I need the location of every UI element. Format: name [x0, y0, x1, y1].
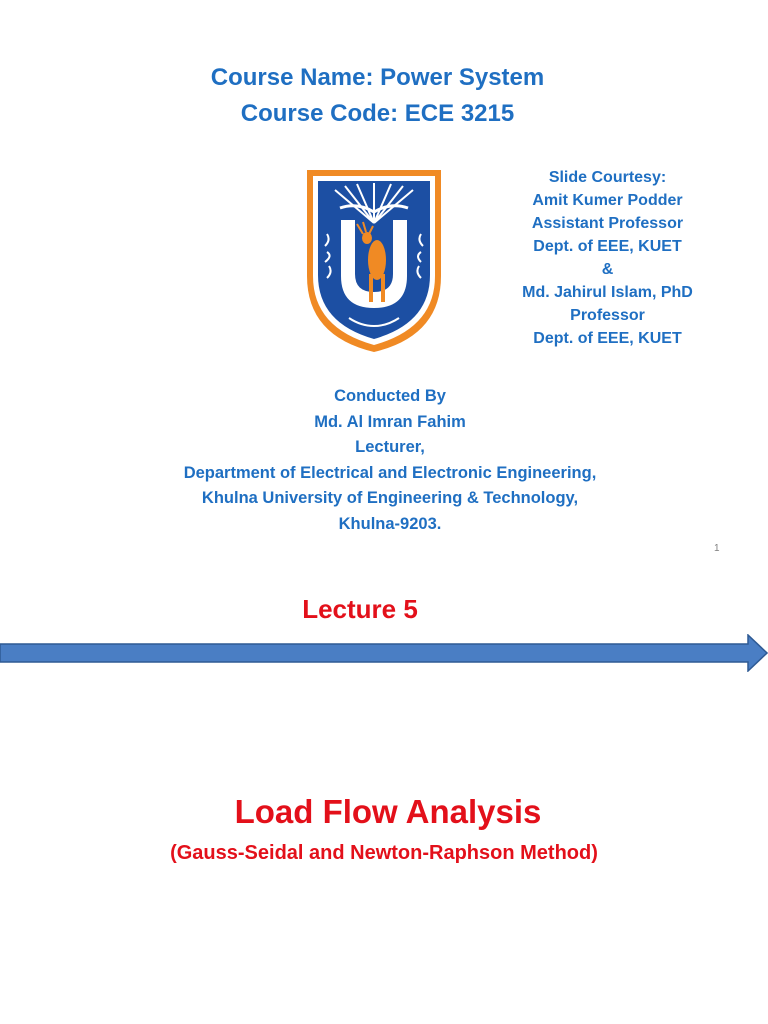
courtesy-line: Dept. of EEE, KUET — [533, 330, 682, 347]
university-crest-logo — [305, 168, 443, 354]
conducted-line: Khulna University of Engineering & Technology, — [201, 489, 579, 507]
right-arrow-icon — [0, 634, 768, 672]
lecture-label: Lecture 5 — [302, 594, 418, 624]
slide-title: Load Flow Analysis — [234, 793, 542, 830]
page-number: 1 — [714, 543, 720, 554]
courtesy-line: & — [601, 261, 614, 278]
courtesy-line: Slide Courtesy: — [548, 169, 667, 186]
conducted-line: Conducted By — [334, 387, 446, 405]
course-code: Course Code: ECE 3215 — [240, 100, 515, 127]
courtesy-line: Dept. of EEE, KUET — [533, 238, 682, 255]
courtesy-line: Professor — [570, 307, 645, 324]
courtesy-line: Md. Jahirul Islam, PhD — [522, 284, 693, 301]
conducted-line: Lecturer, — [355, 438, 425, 456]
conducted-line: Department of Electrical and Electronic Engineering, — [183, 463, 597, 482]
course-name: Course Name: Power System — [210, 64, 545, 91]
courtesy-line: Amit Kumer Podder — [532, 192, 683, 209]
slide-courtesy-block — [500, 166, 715, 350]
conducted-line: Khulna-9203. — [338, 514, 442, 533]
courtesy-line: Assistant Professor — [531, 215, 684, 232]
conducted-by-block — [100, 384, 680, 537]
slide-subtitle: (Gauss-Seidal and Newton-Raphson Method) — [170, 842, 598, 864]
conducted-line: Md. Al Imran Fahim — [314, 412, 466, 431]
